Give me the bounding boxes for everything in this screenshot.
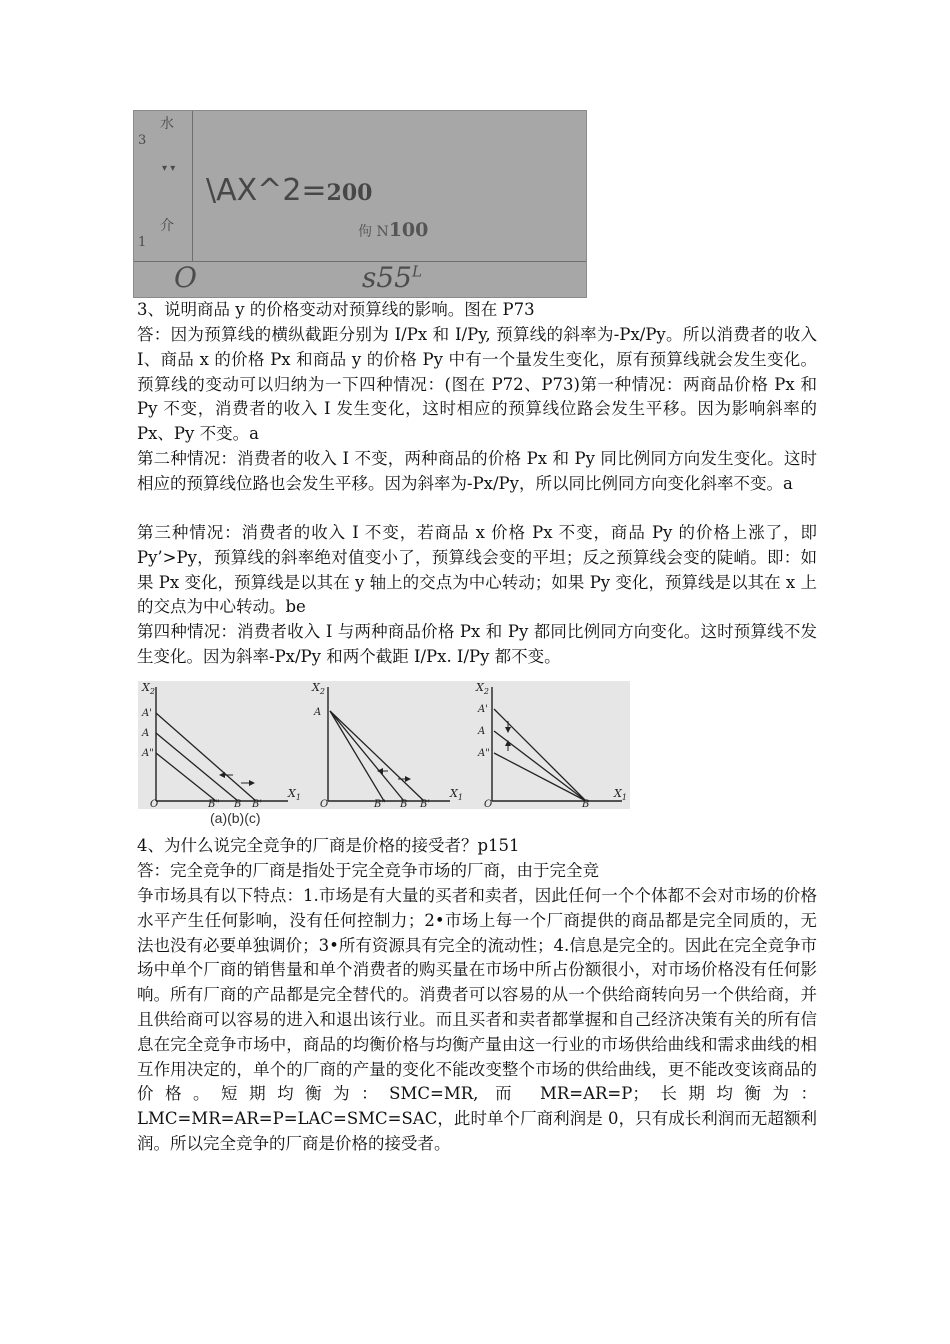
panel-a-x-label	[287, 787, 301, 802]
panel-a-label-b-double-prime: B"	[208, 799, 220, 809]
section3-question: 3、说明商品 y 的价格变动对预算线的影响。图在 P73	[137, 300, 535, 319]
panel-c-y-label-text: X	[476, 681, 484, 694]
figure-vertical-axis	[192, 111, 193, 261]
panel-b-origin: O	[320, 799, 329, 809]
panel-a-label-b-prime: B'	[252, 799, 263, 809]
section4-paragraph-2: 争市场具有以下特点：1.市场是有大量的买者和卖者，因此任何一个个体都不会对市场的价格水平产生任何影响，没有任何控制力；2•市场上每一个厂商提供的商品都是完全同质的，无法也没有必要单独调价；3•所有资源具有完全的流动性；4.信息是完全的。因此在完全竞争市场中单个厂商的销售量和单个消费者的购买量在市场中所占份额很小，对市场价格没有任何影响。所有厂商的产品都是完全替代的。消费者可以容易的从一个供给商转向另一个供给商，并且供给商可以容易的进入和退出该行业。而且买者和卖者都掌握和自己经济决策有关的所有信息在完全竞争市场中，商品的均衡价格与均衡产量由这一行业的市场供给曲线和需求曲线的相互作用决定的，单个的厂商的产量的变化不能改变整个市场的供给曲线，更不能改变该商品的价格。短期均衡为：SMC=MR, 而 MR=AR=P；长期均衡为：LMC=MR=AR=P=LAC=SMC=SAC，此时单个厂商利润是 0，只有成长利润而无超额利润。所以完全竞争的厂商是价格的接受者。	[137, 886, 817, 1153]
panel-a-line-prime	[156, 713, 256, 801]
panel-b-x-label-sub: 1	[457, 793, 463, 802]
panel-a-line-base	[156, 733, 238, 801]
section3-paragraph-2: 第二种情况：消费者的收入 I 不变，两种商品的价格 Px 和 Py 同比例同方向发生变化。这时相应的预算线位路也会发生平移。因为斜率为-Px/Py，所以同比例同方向变化斜率不变。a	[137, 449, 817, 493]
panel-b-line-prime	[330, 711, 424, 801]
panel-c-y-label-sub: 2	[483, 687, 489, 696]
panel-b-y-label-sub: 2	[319, 687, 325, 696]
section4-paragraph-1: 答：完全竞争的厂商是指处于完全竞争市场的厂商，由于完全竞	[137, 861, 599, 880]
figure-label-value: 100	[388, 219, 429, 241]
panel-c-label-a: A	[478, 726, 486, 737]
figure-origin: O	[174, 261, 197, 294]
section3-paragraph-4: 第四种情况：消费者收入 I 与两种商品价格 Px 和 Py 都同比例同方向变化。这时预算线不发生变化。因为斜率-Px/Py 和两个截距 I/Px. I/Py 都不变。	[137, 622, 817, 666]
scanned-figure-top	[133, 110, 587, 298]
panel-b-label-b-prime: B'	[420, 799, 431, 809]
panel-a-label-a: A	[142, 728, 150, 739]
panel-a-label-a-double-prime: A"	[142, 748, 154, 759]
panel-b-label-b: B	[400, 799, 408, 809]
panel-a-x-label-text: X	[288, 787, 296, 800]
panel-b-x-label	[449, 787, 463, 802]
panel-c-line-double-prime	[494, 753, 586, 801]
section4-question: 4、为什么说完全竞争的厂商是价格的接受者？p151	[137, 836, 520, 855]
panel-c-label-a-prime: A'	[478, 704, 488, 715]
panel-c-label-a-double-prime: A"	[478, 748, 490, 759]
panel-b	[311, 681, 463, 809]
figure-mark-mid: 介	[160, 218, 174, 234]
panel-c-x-label	[613, 787, 627, 802]
figure-bottom-label	[362, 261, 422, 294]
panel-a	[141, 681, 301, 809]
panel-c-origin: O	[484, 799, 493, 809]
panel-c-y-label	[475, 681, 489, 696]
panel-c	[475, 681, 627, 809]
figure-bottom-label-text: s55	[362, 261, 412, 294]
figure-bottom-label-sup: L	[412, 262, 422, 281]
panel-b-label-a: A	[314, 707, 322, 718]
panel-b-label-b-double-prime: B"	[374, 799, 386, 809]
panel-a-label-b: B	[234, 799, 242, 809]
panel-b-line-base	[330, 711, 404, 801]
section3-paragraph-1: 答：因为预算线的横纵截距分别为 I/Px 和 I/Py, 预算线的斜率为-Px/Py。所以消费者的收入 I、商品 x 的价格 Px 和商品 y 的价格 Py 中有一个量发生变化，原有预算线就会发生变化。预算线的变动可以归纳为一下四种情况：(图在 P72、P73)第一种情况：两商品价格 Px 和 Py 不变，消费者的收入 I 发生变化，这时相应的预算线位路会发生平移。因为影响斜率的 Px、Py 不变。a	[137, 325, 817, 444]
panel-b-line-double-prime	[330, 711, 384, 801]
panel-a-label-a-prime: A'	[142, 708, 152, 719]
panel-b-x-label-text: X	[450, 787, 458, 800]
panel-b-y-label-text: X	[312, 681, 320, 694]
figure-label-prefix: 佝 N	[358, 224, 389, 240]
figure-mark-top: 水	[160, 116, 174, 132]
panel-c-x-label-sub: 1	[621, 793, 627, 802]
panel-b-y-label	[311, 681, 325, 696]
panel-a-origin: O	[150, 799, 159, 809]
panel-a-y-label-sub: 2	[149, 687, 155, 696]
section3-paragraph-3: 第三种情况：消费者的收入 I 不变，若商品 x 价格 Px 不变，商品 Py 的价格上涨了，即 Py’>Py，预算线的斜率绝对值变小了，预算线会变的平坦；反之预算线会变的陡峭。即：如果 Px 变化，预算线是以其在 y 轴上的交点为中心转动；如果 Py 变化，预算线是以其在 x 上的交点为中心转动。be	[137, 523, 817, 617]
figure-tick-1: 1	[138, 235, 147, 250]
panel-a-x-label-sub: 1	[295, 793, 301, 802]
figure-dots: ▾ ▾	[162, 163, 176, 174]
panel-c-label-b: B	[582, 799, 590, 809]
panel-c-x-label-text: X	[614, 787, 622, 800]
panel-a-y-label	[141, 681, 155, 696]
figure-formula-text: \AX^2=	[206, 173, 327, 208]
budget-line-panels	[138, 681, 630, 809]
figure-label	[358, 219, 428, 241]
figure-caption: (a)(b)(c)	[210, 810, 261, 826]
budget-line-figure	[138, 681, 630, 809]
figure-horizontal-axis	[134, 261, 586, 262]
panel-a-line-double-prime	[156, 753, 216, 801]
figure-tick-3: 3	[138, 133, 147, 148]
panel-a-y-label-text: X	[142, 681, 150, 694]
figure-formula-value: 200	[326, 180, 373, 206]
figure-formula	[206, 173, 372, 208]
